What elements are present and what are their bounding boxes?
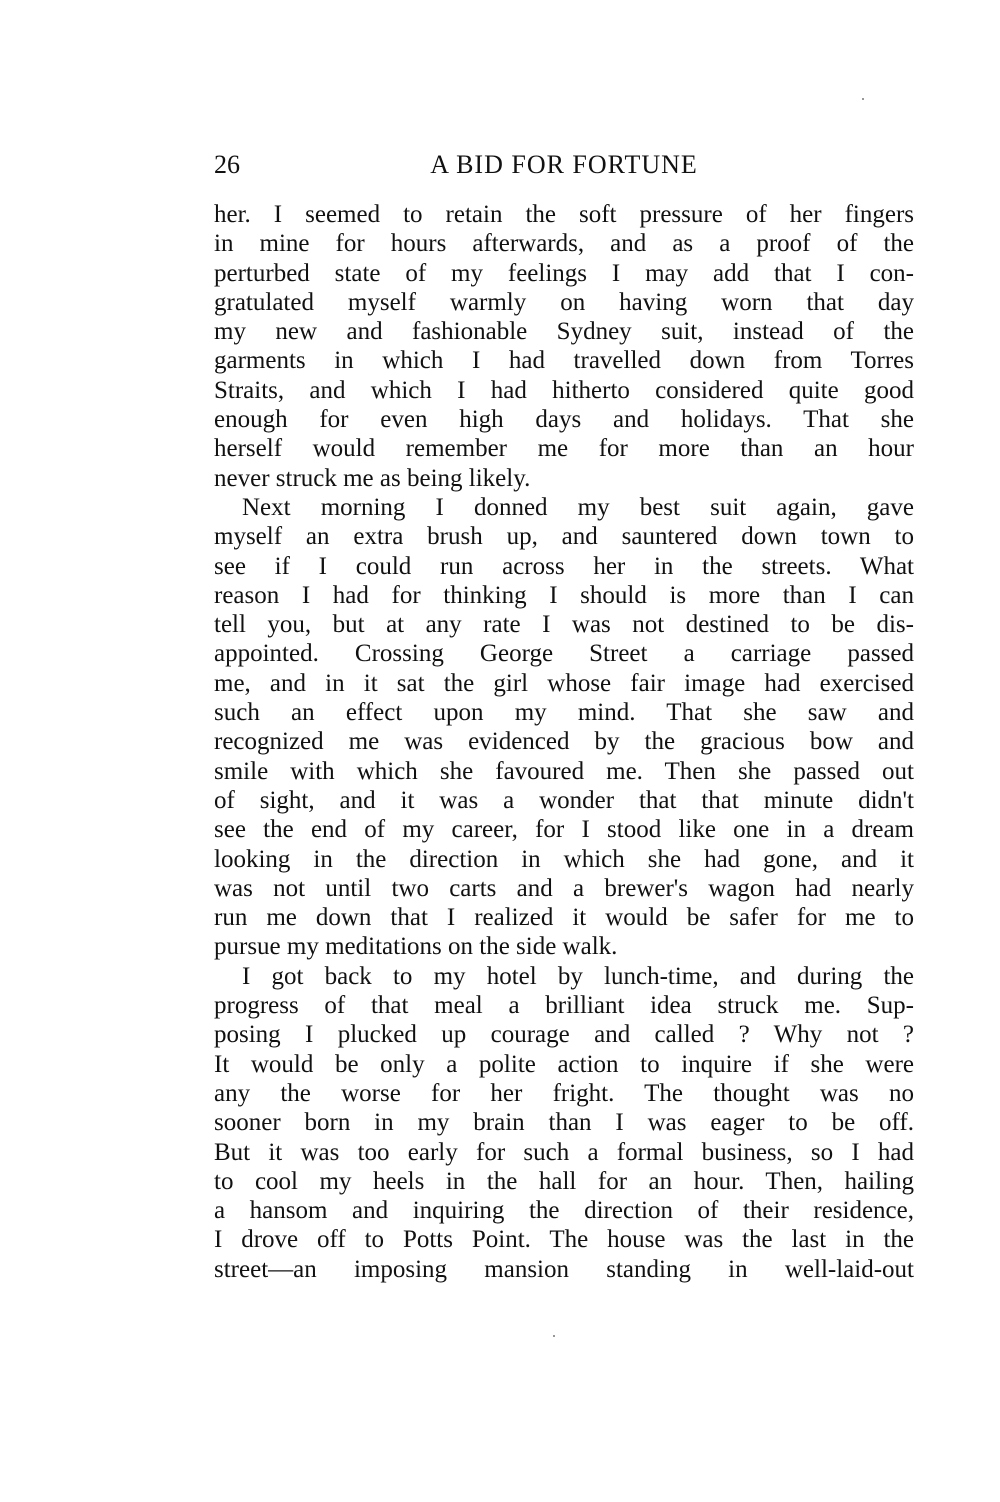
text-line: a hansom and inquiring the direction of their residence, [214, 1197, 914, 1225]
text-line: run me down that I realized it would be safer for me to [214, 904, 914, 932]
text-line: such an effect upon my mind. That she saw and [214, 699, 914, 727]
text-line: see if I could run across her in the streets. What [214, 552, 914, 580]
text-line: enough for even high days and holidays. That she [214, 406, 914, 434]
text-line: Straits, and which I had hitherto considered quite good [214, 376, 914, 404]
text-line: me, and in it sat the girl whose fair image had exercised [214, 669, 914, 697]
text-line: I got back to my hotel by lunch-time, and during the [242, 962, 914, 990]
text-line: garments in which I had travelled down from Torres [214, 347, 914, 375]
text-line: myself an extra brush up, and sauntered down town to [214, 523, 914, 551]
text-line: smile with which she favoured me. Then she passed out [214, 757, 914, 785]
print-speck [553, 1335, 555, 1337]
text-line: I drove off to Potts Point. The house was the last in the [214, 1226, 914, 1254]
body-text [214, 200, 914, 1284]
text-line: her. I seemed to retain the soft pressure of her fingers [214, 201, 914, 228]
text-line: appointed. Crossing George Street a carriage passed [214, 640, 914, 668]
running-head [214, 148, 914, 182]
text-line: of sight, and it was a wonder that that minute didn't [214, 786, 914, 814]
text-line: Next morning I donned my best suit again, gave [242, 493, 914, 521]
text-line: But it was too early for such a formal business, so I had [214, 1138, 914, 1166]
text-line: progress of that meal a brilliant idea struck me. Sup- [214, 992, 914, 1020]
text-line: herself would remember me for more than an hour [214, 435, 914, 463]
text-line: street—an imposing mansion standing in well-laid-out [214, 1255, 914, 1283]
text-line: tell you, but at any rate I was not destined to be dis- [214, 611, 914, 639]
text-line: pursue my meditations on the side walk. [214, 933, 618, 961]
text-line: see the end of my career, for I stood like one in a dream [214, 816, 914, 844]
text-line: was not until two carts and a brewer's wagon had nearly [214, 874, 914, 902]
text-line: reason I had for thinking I should is more than I can [214, 581, 914, 609]
text-line: perturbed state of my feelings I may add that I con- [214, 259, 914, 287]
text-line: gratulated myself warmly on having worn that day [214, 288, 914, 316]
text-line: in mine for hours afterwards, and as a proof of the [214, 230, 914, 258]
text-line: my new and fashionable Sydney suit, instead of the [214, 318, 914, 346]
book-title: A BID FOR FORTUNE [430, 150, 698, 179]
print-speck [862, 98, 864, 100]
page-number: 26 [214, 150, 240, 179]
text-line: never struck me as being likely. [214, 464, 531, 492]
text-line: posing I plucked up courage and called ? Why not ? [214, 1021, 914, 1049]
text-line: to cool my heels in the hall for an hour. Then, hailing [214, 1167, 914, 1195]
text-line: It would be only a polite action to inquire if she were [214, 1050, 914, 1078]
text-line: looking in the direction in which she had gone, and it [214, 845, 914, 873]
text-line: any the worse for her fright. The thought was no [214, 1079, 914, 1107]
text-line: sooner born in my brain than I was eager to be off. [214, 1109, 914, 1137]
text-line: recognized me was evidenced by the gracious bow and [214, 728, 914, 756]
